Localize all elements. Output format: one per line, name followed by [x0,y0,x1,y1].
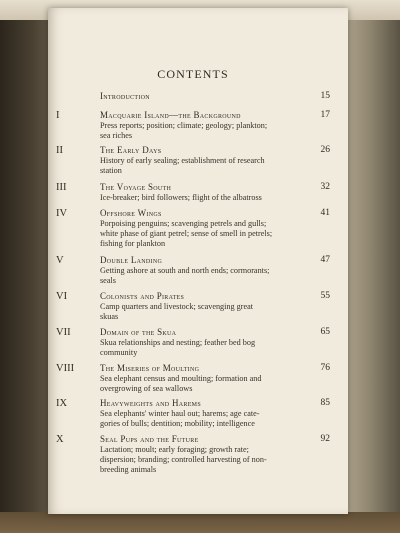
page-number: 26 [320,145,330,155]
chapter-title: Colonists and Pirates [100,291,185,301]
page-number: 65 [320,327,330,337]
page-number: 41 [320,208,330,218]
chapter-description [100,266,296,286]
description-line: fishing for plankton [100,239,166,249]
description-line: gories of bulls; dentition; mobility; intelligence [100,419,255,429]
description-line: station [100,166,122,176]
page-number: 85 [320,398,330,408]
chapter-title: Introduction [100,91,150,101]
chapter-title: Offshore Wings [100,208,162,218]
chapter-description [100,374,296,394]
chapter-number: I [56,110,60,121]
chapter-number: VII [56,327,71,338]
chapter-description [100,338,296,358]
description-line: Camp quarters and livestock; scavenging great [100,302,254,311]
book-edge-right [340,0,400,533]
page-number: 47 [320,255,330,265]
page-number: 15 [320,91,330,101]
chapter-title: Heavyweights and Harems [100,398,201,408]
page-number: 92 [320,434,330,444]
chapter-number: II [56,145,63,156]
chapter-description [100,156,296,176]
description-line: Press reports; position; climate; geology; plankton; [100,121,268,130]
description-line: white phase of giant petrel; sense of smell in petrels; [100,229,273,239]
chapter-description [100,445,296,476]
description-line: sea riches [100,131,133,141]
description-line: seals [100,276,116,286]
chapter-number: VIII [56,363,75,374]
description-line: History of early sealing; establishment of research [100,156,265,165]
page-number: 55 [320,291,330,301]
chapter-title: Double Landing [100,255,163,265]
chapter-number: V [56,255,64,266]
chapter-number: IX [56,398,68,409]
page-number: 17 [320,110,330,120]
description-line: skuas [100,312,119,322]
chapter-number: VI [56,291,68,302]
contents-heading: CONTENTS [157,67,229,81]
chapter-number: III [56,182,67,193]
chapter-description [100,219,296,250]
description-line: Skua relationships and nesting; feather bed bog [100,338,256,347]
table-surface [0,512,400,533]
chapter-description [100,121,296,141]
description-line: Lactation; moult; early foraging; growth rate; [100,445,249,454]
description-line: Sea elephant census and moulting; formation and [100,374,262,383]
chapter-title: The Early Days [100,145,162,155]
description-line: breeding animals [100,465,157,475]
description-line: Ice-breaker; bird followers; flight of the albatross [100,193,262,202]
chapter-description [100,409,296,429]
description-line: community [100,348,138,358]
description-line: dispersion; branding; controlled harvesting of non- [100,455,267,465]
description-line: Porpoising penguins; scavenging petrels and gulls; [100,219,267,228]
chapter-title: Macquarie Island—the Background [100,110,241,120]
description-line: Sea elephants' winter haul out; harems; age cate- [100,409,260,418]
chapter-number: IV [56,208,68,219]
description-line: Getting ashore at south and north ends; cormorants; [100,266,270,275]
chapter-title: The Voyage South [100,182,172,192]
description-line: overgrowing of sea wallows [100,384,193,394]
chapter-title: Domain of the Skua [100,327,177,337]
page-number: 32 [320,182,330,192]
chapter-title: Seal Pups and the Future [100,434,199,444]
chapter-description [100,193,296,203]
chapter-title: The Miseries of Moulting [100,363,200,373]
chapter-description [100,302,296,322]
chapter-number: X [56,434,64,445]
page-number: 76 [320,363,330,373]
